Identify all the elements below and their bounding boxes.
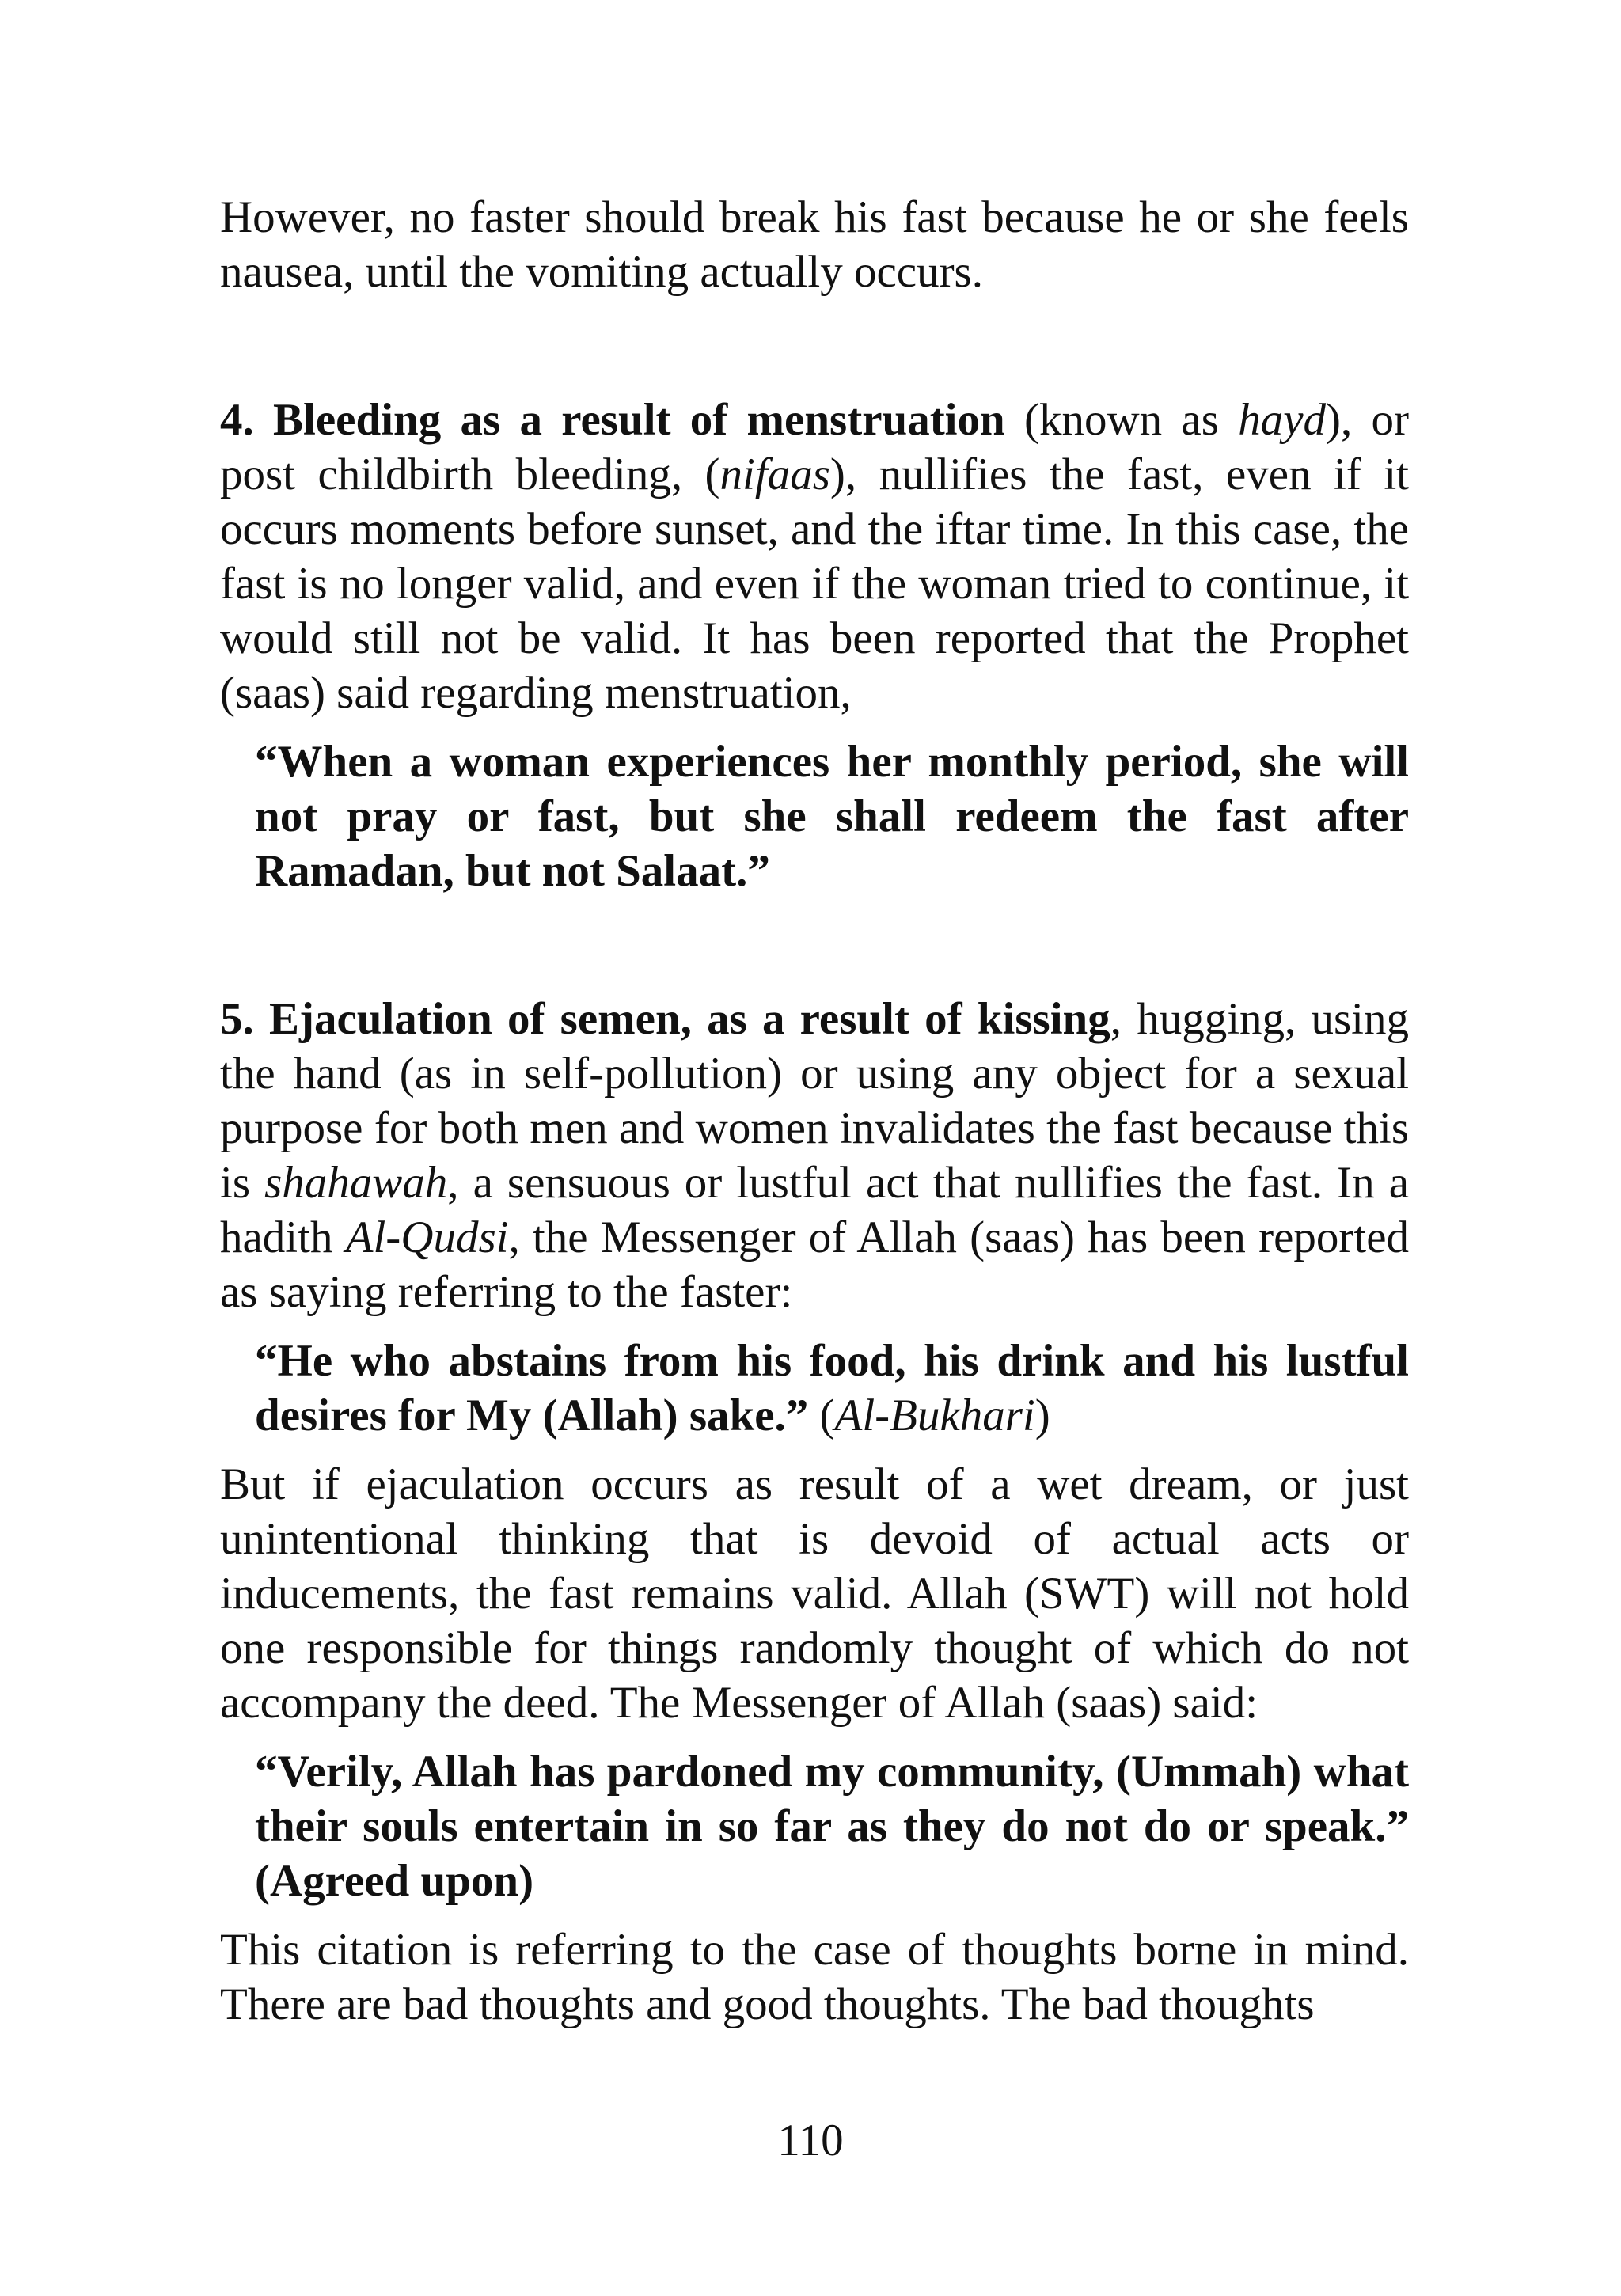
- quote-abstains: “He who abstains from his food, his drink and his lustful desires for My (Allah) sake.” (Al-Bukhari): [255, 1336, 1409, 1440]
- heading-bleeding: 4. Bleeding as a result of menstruation: [220, 395, 1005, 445]
- term-al-qudsi: Al-Qudsi: [345, 1213, 509, 1262]
- paragraph-wet-dream: But if ejaculation occurs as result of a wet dream, or just unintentional thinking that is devoid of actual acts or inducements, the fast remains valid. Allah (SWT) will not hold one responsible for things randomly thought of which do not accompany the deed. The Messenger of Allah (saas) said:: [220, 1459, 1409, 1728]
- paragraph-menstruation: 4. Bleeding as a result of menstruation (known as hayd), or post childbirth bleeding, (nifaas), nullifies the fast, even if it occurs moments before sunset, and the iftar time. In this case, the fast is no longer valid, and even if the woman tried to continue, it would still not be valid. It has been reported that the Prophet (saas) said regarding menstruation,: [220, 395, 1409, 718]
- quote-pardoned: “Verily, Allah has pardoned my community, (Ummah) what their souls entertain in so far as they do not do or speak.” (Agreed upon): [255, 1747, 1409, 1906]
- heading-ejaculation: 5. Ejaculation of semen, as a result of kissing: [220, 994, 1110, 1044]
- page-body: [220, 190, 1409, 2032]
- term-nifaas: nifaas: [719, 450, 830, 499]
- source-al-bukhari: Al-Bukhari: [834, 1391, 1035, 1440]
- paragraph-nausea: However, no faster should break his fast because he or she feels nausea, until the vomiting actually occurs.: [220, 192, 1409, 297]
- term-hayd: hayd: [1238, 395, 1326, 445]
- page-number: 110: [777, 2116, 844, 2165]
- term-shahawah: shahawah: [264, 1158, 448, 1208]
- paragraph-citation: This citation is referring to the case of thoughts borne in mind. There are bad thoughts and good thoughts. The bad thoughts: [220, 1925, 1409, 2029]
- paragraph-ejaculation: 5. Ejaculation of semen, as a result of kissing, hugging, using the hand (as in self-pollution) or using any object for a sexual purpose for both men and women invalidates the fast because this is shahawah, a sensuous or lustful act that nullifies the fast. In a hadith Al-Qudsi, the Messenger of Allah (saas) has been reported as saying referring to the faster:: [220, 994, 1409, 1317]
- quote-menstruation: “When a woman experiences her monthly period, she will not pray or fast, but she shall redeem the fast after Ramadan, but not Salaat.”: [255, 737, 1409, 896]
